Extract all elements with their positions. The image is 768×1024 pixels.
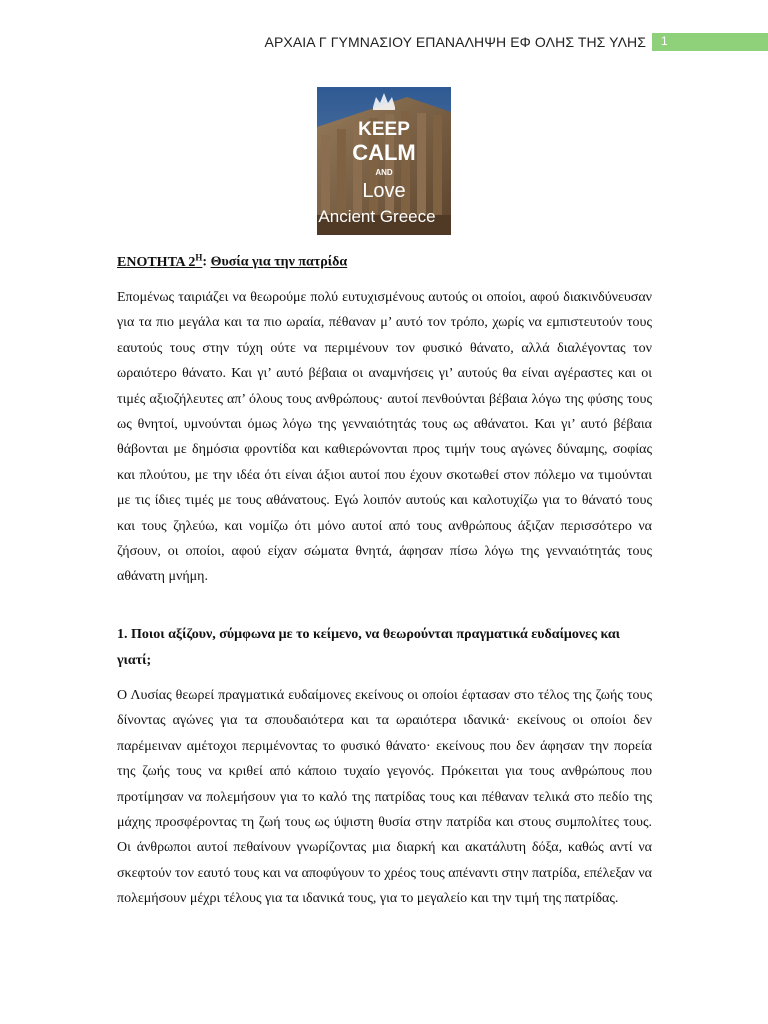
poster-line-5: Ancient Greece: [318, 207, 436, 226]
answer-1: Ο Λυσίας θεωρεί πραγματικά ευδαίμονες εκείνους οι οποίοι έφτασαν στο τέλος της ζωής τους δίνοντας αγώνες για τα σπουδαιότερα και τα ωραιότερα ιδανικά· εκείνους οι οποίοι δεν παρέμειναν αμέτοχοι περιμένοντας το φυσικό θάνατο· εκείνους που δεν άφησαν την πορεία της ζωής τους να κριθεί από κάποιο τυχαίο γεγονός. Πρόκειται για τους ανθρώπους που προτίμησαν να πολεμήσουν για το καλό της πατρίδας τους και πέθαναν τελικά στο πεδίο της μάχης προσφέροντας τη ζωή τους ως ύψιστη θυσία στην πατρίδα και στους συμπολίτες τους. Οι άνθρωποι αυτοί πεθαίνουν γνωρίζοντας μια διαρκή και ακατάλυτη δόξα, καθώς αντί να σκεφτούν τον εαυτό τους και να αποφύγουν το χρέος τους απέναντι στην πατρίδα, επέλεξαν να πολεμήσουν μέχρι τέλους για τα ιδανικά τους, για το μεγαλείο και την τιμή της πατρίδας.: [117, 688, 652, 907]
page-number-badge: [652, 33, 768, 51]
poster-line-1: KEEP: [358, 119, 410, 140]
source-text-paragraph: Επομένως ταιριάζει να θεωρούμε πολύ ευτυχισμένους αυτούς οι οποίοι, αφού διακινδύνευσαν για τα πιο μεγάλα και τα πιο ωραία, πέθαναν μ’ αυτό τον τρόπο, χωρίς να εμπιστευτούν τους εαυτούς τους στην τύχη ούτε να περιμένουν τον φυσικό θάνατο, αλλά διαλέγοντας τον ωραιότερο θάνατο. Και γι’ αυτό βέβαια οι αναμνήσεις γι’ αυτούς θα είναι αγέραστες και οι τιμές αξιοζήλευτες απ’ όλους τους ανθρώπους· αυτοί πενθούνται βέβαια λόγω της φύσης τους ως θνητοί, υμνούνται όμως λόγω της γενναιότητάς τους ως αθάνατοι. Και γι’ αυτό βέβαια θάβονται με δημόσια φροντίδα και καθιερώνονται προς τιμήν τους αγώνες δύναμης, σοφίας και πλούτου, με την ιδέα ότι είναι άξιοι αυτοί που έχουν σκοτωθεί στον πόλεμο να τιμούνται με τις ίδιες τιμές με τους αθάνατους. Εγώ λοιπόν αυτούς και καλοτυχίζω για το θάνατό τους και τους ζηλεύω, και νομίζω ότι μόνο αυτοί από τους ανθρώπους άξιζαν περισσότερο να ζήσουν, οι οποίοι, αφού είχαν σώματα θνητά, άφησαν πίσω λόγω της γενναιότητάς τους αθάνατη μνήμη.: [117, 290, 652, 585]
question-1: 1. Ποιοι αξίζουν, σύμφωνα με το κείμενο, να θεωρούνται πραγματικά ευδαίμονες και γιατί;: [117, 627, 621, 668]
section-heading: [117, 252, 347, 271]
page-number: 1: [661, 34, 668, 48]
section-number: ΕΝΟΤΗΤΑ $2^H$: [117, 252, 203, 270]
section-title: Θυσία για την πατρίδα: [210, 254, 348, 270]
poster-line-3: AND: [375, 168, 393, 177]
keep-calm-poster: [317, 87, 451, 235]
document-title: ΑΡΧΑΙΑ Γ ΓΥΜΝΑΣΙΟΥ ΕΠΑΝΑΛΗΨΗ ΕΦ ΟΛΗΣ ΤΗΣ ΥΛΗΣ: [264, 34, 646, 50]
poster-line-2: CALM: [352, 140, 416, 165]
section-separator: :: [202, 254, 211, 270]
poster-image: [317, 87, 451, 235]
poster-line-4: Love: [362, 180, 406, 202]
page-header: [0, 33, 768, 53]
